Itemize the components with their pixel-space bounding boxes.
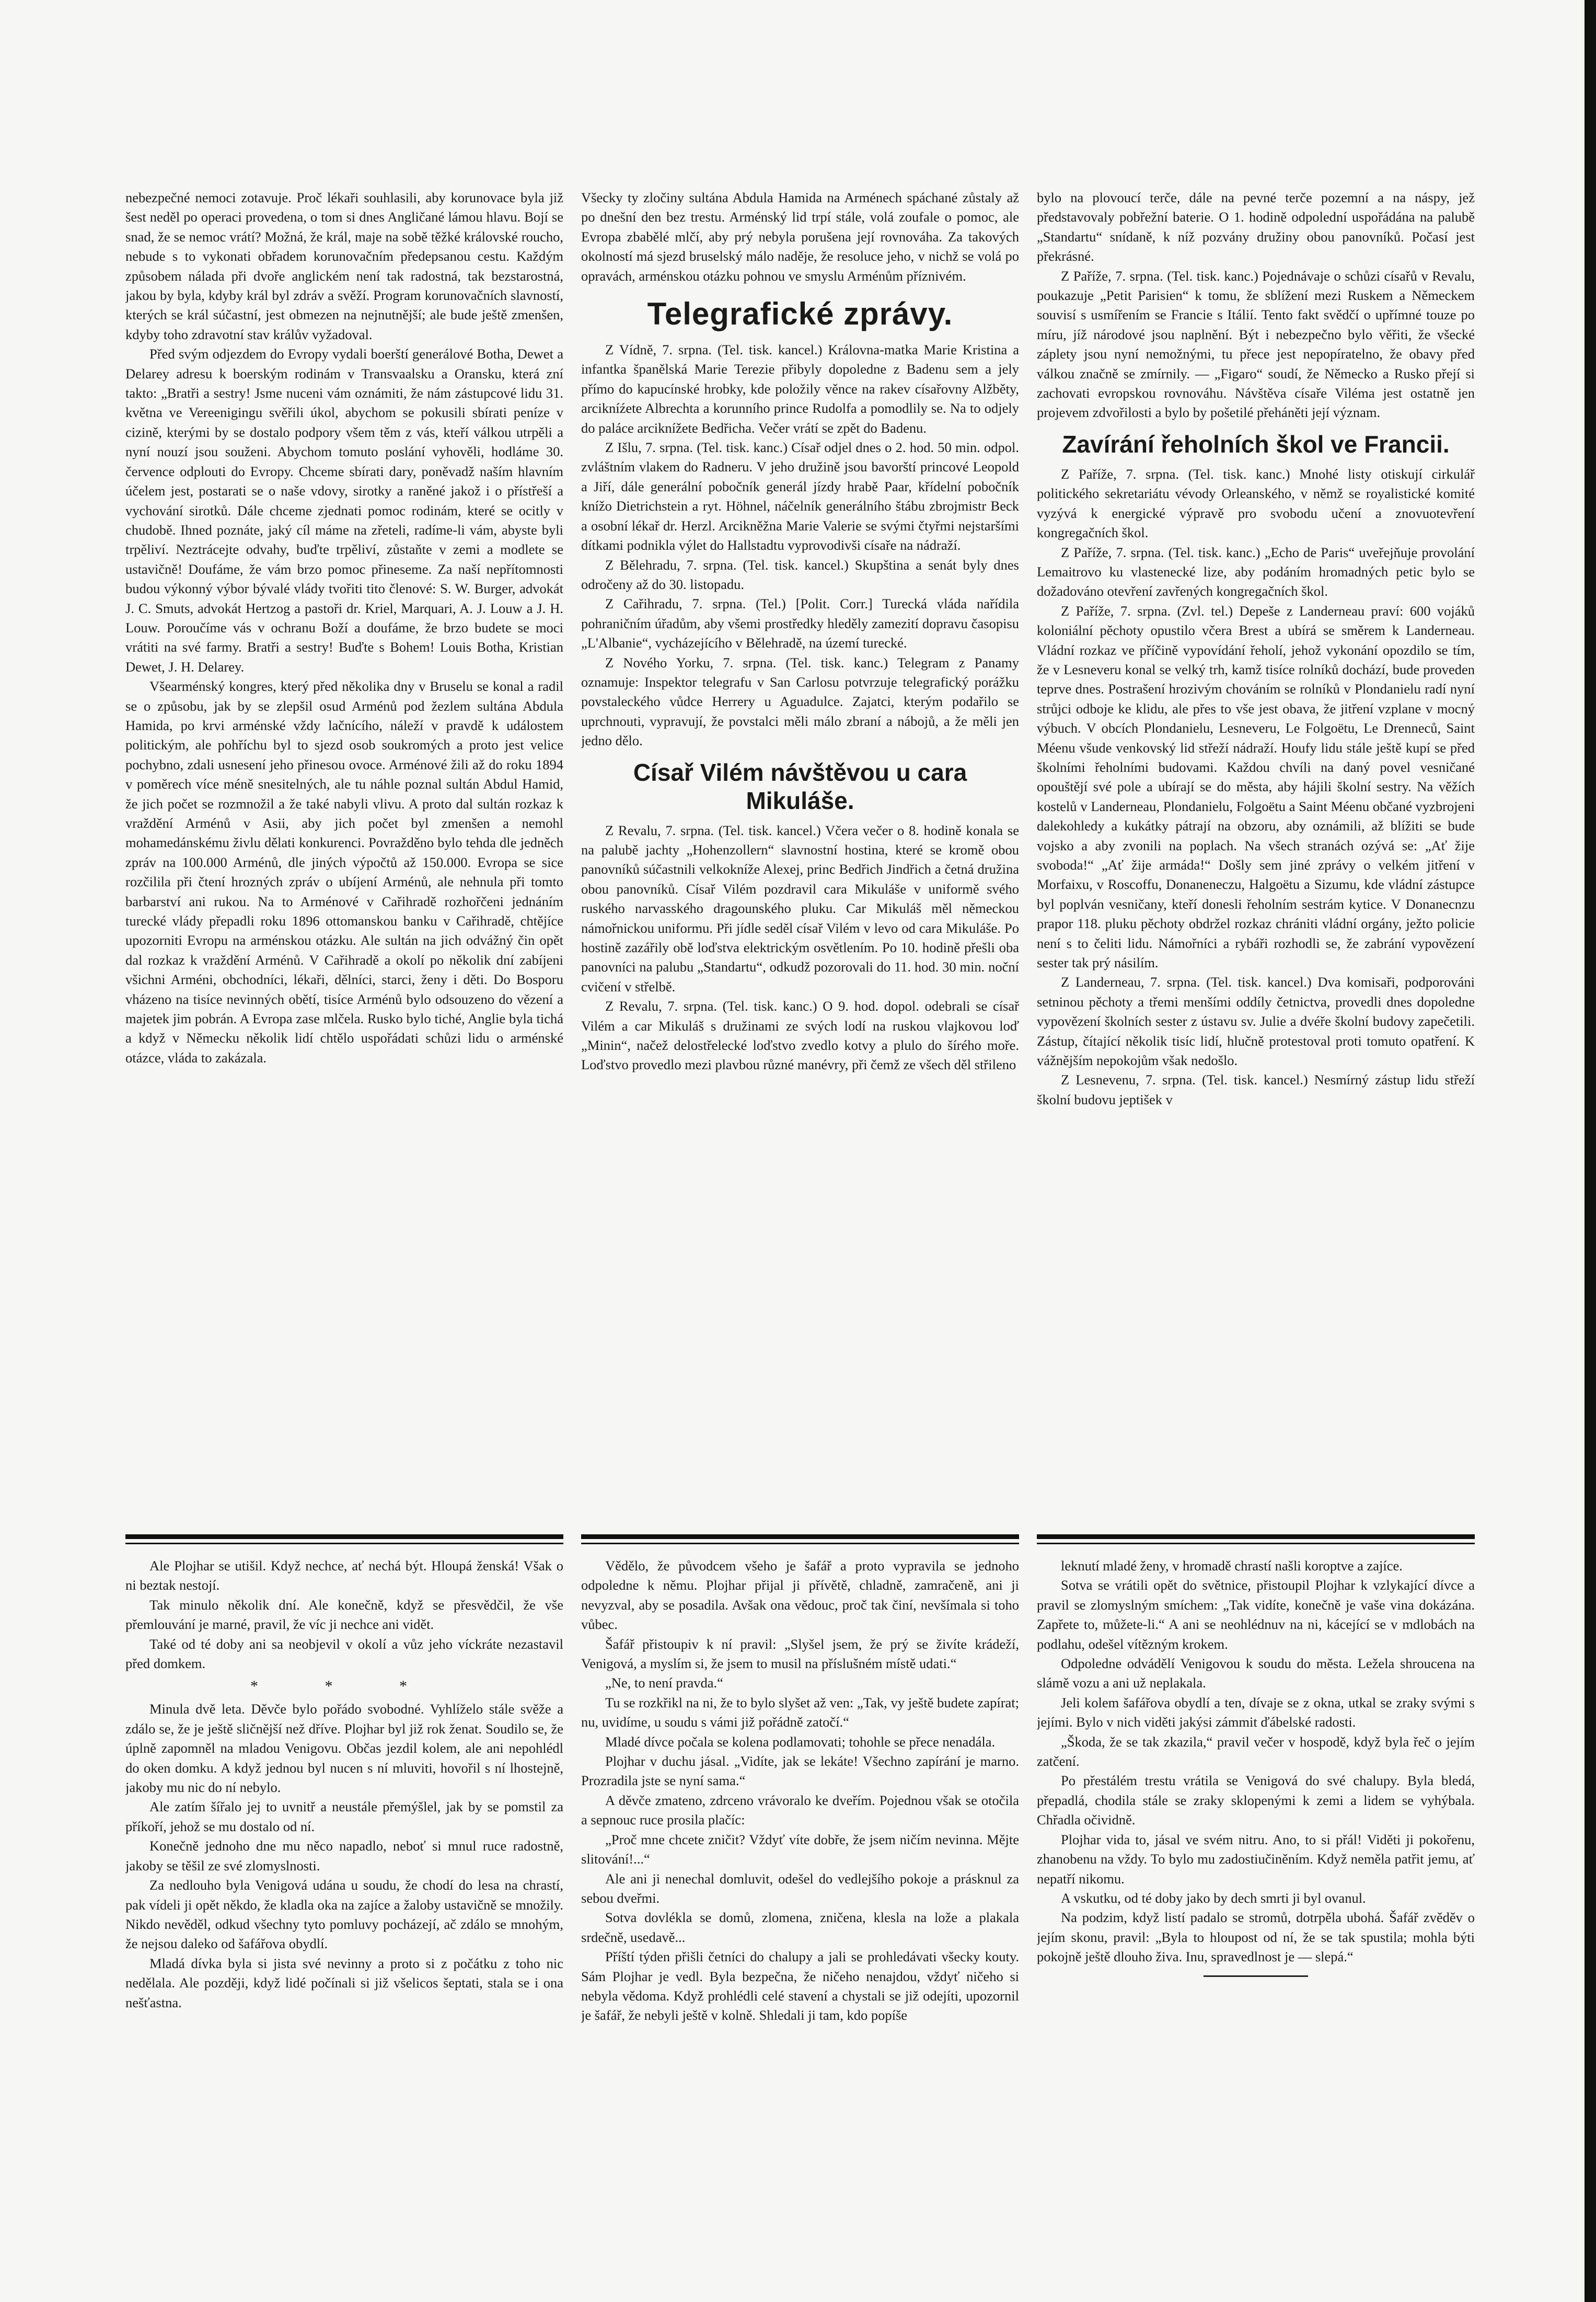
paragraph: Všecky ty zločiny sultána Abdula Hamida na Arménech spáchané zůstaly až po dnešní den bez trestu. Arménský lid trpí stále, volá zoufale o pomoc, ale Evropa zbabělé mlčí, aby prý nebyla porušena její rovnováha. Za takových okolností má sjezd bruselský málo naděje, že resoluce jeho, v nichž se volá po opravách, arménskou otázku pohnou ve smyslu Arménům příznivém. bbox=[581, 190, 1019, 284]
paragraph: bylo na plovoucí terče, dále na pevné terče pozemní a na náspy, jež představovaly pobřežní baterie. O 1. hodině odpolední uspořádána na palubě „Standartu“ snídaně, k níž pozvány družiny obou panovníků. Počasí jest překrásné. bbox=[1037, 190, 1475, 264]
paragraph: Na podzim, když listí padalo se stromů, dotrpěla ubohá. Šafář zvěděv o jejím skonu, pravil: „Byla to hloupost od ní, že se tak spustila; mohla býti pokojně ještě dlouho živa. Inu, spravedlnost je — slepá.“ bbox=[1037, 1910, 1475, 1965]
paragraph: Z Revalu, 7. srpna. (Tel. tisk. kanc.) O 9. hod. dopol. odebrali se císař Vilém a car Mikuláš s družinami ze svých lodí na ruskou vlajkovou loď „Minin“, načež delostřelecké loďstvo zvedlo kotvy a plulo do šírého moře. Loďstvo provedlo mezi plavbou různé manévry, při čemž ze všech děl střileno bbox=[581, 998, 1019, 1073]
paragraph: Plojhar v duchu jásal. „Vidíte, jak se lekáte! Všechno zapírání je marno. Prozradila jste se nyní sama.“ bbox=[581, 1753, 1019, 1789]
paragraph: Také od té doby ani sa neobjevil v okolí a vůz jeho víckráte nezastavil před domkem. bbox=[125, 1636, 563, 1672]
paragraph: Z Lesnevenu, 7. srpna. (Tel. tisk. kancel.) Nesmírný zástup lidu střeží školní budovu jeptišek v bbox=[1037, 1072, 1475, 1107]
paragraph: Mladé dívce počala se kolena podlamovati; tohohle se přece nenadála. bbox=[605, 1733, 996, 1750]
paragraph: Vědělo, že původcem všeho je šafář a proto vypravila se jednoho odpoledne k němu. Plojhar přijal ji přívětě, chladně, zamračeně, ani ji nevyzval, aby se posadila. Avšak ona vědouc, proč tak činí, nevšímala si toho vůbec. bbox=[581, 1558, 1019, 1633]
paragraph: Po přestálém trestu vrátila se Venigová do své chalupy. Byla bledá, přepadlá, chodila stále se zraky sklopenými k zemi a lidem se vyhýbala. Chřadla očividně. bbox=[1037, 1773, 1475, 1828]
paragraph: Před svým odjezdem do Evropy vydali boerští generálové Botha, Dewet a Delarey adresu k boerským rodinám v Transvaalsku a Oransku, která zní takto: „Bratři a sestry! Jsme nuceni vám oznámiti, že nám zástupcové lidu 31. května ve Vereenigingu svěřili úkol, abychom se pokusili sbírati peníze v cizině, kterými by se dostalo podpory všem těm z vás, kteří válkou utrpěli a nyní nouzí jsou souženi. Abychom tomuto poslání vyhověli, hodláme 30. července odplouti do Evropy. Chceme sbírati dary, poněvadž naším hlavním účelem jest, postarati se o naše vdovy, sirotky a raněné jakož i o přístřeší a vychování sirotků. Dále chceme zjednati pomoc rodinám, které se ocitly v chudobě. Ihned poznáte, jaký cíl máme na zřeteli, radíme-li vám, abyste byli trpěliví. Neztrácejte odvahy, buďte trpěliví, zůstaňte v zemi a modlete se ustavičně! Doufáme, že vám brzo pomoc přineseme. Za naší nepřítomnosti budou výkonný výbor bývalé vlády tvořiti tito členové: S. W. Burger, advokát J. C. Smuts, advokát Hertzog a pastoři dr. Kriel, Marquari, A. J. Louw a J. H. Louw. Poroučíme vás v ochranu Boží a doufáme, že brzo budete se moci vrátiti na své farmy. Bratři a sestry! Buďte s Bohem! Louis Botha, Kristian Dewet, J. H. Delarey. bbox=[125, 346, 563, 675]
paragraph: Tak minulo několik dní. Ale konečně, když se přesvědčil, že vše přemlouvání je marné, pravil, že víc ji nechce ani vidět. bbox=[125, 1597, 563, 1633]
paragraph: Sotva se vrátili opět do světnice, přistoupil Plojhar k vzlykající dívce a pravil se zlomyslným smíchem: „Tak vidíte, konečně je vaše vina dokázána. Zapřete to, můžete-li.“ A ani se neohlédnuv na ni, kácející se v mdlobách na podlahu, odešel vítězným krokem. bbox=[1037, 1577, 1475, 1652]
story-end-rule bbox=[1204, 1975, 1308, 1977]
article-heading-school-closures: Zavírání řeholních škol ve Francii. bbox=[1062, 430, 1450, 458]
paragraph: Z Paříže, 7. srpna. (Tel. tisk. kanc.) Mnohé listy otiskují cirkulář politického sekretariátu vévody Orleanského, v němž se royalistické komité vyzývá k energické výpravě pro svobodu učení a znovuotevření kongregačních škol. bbox=[1037, 466, 1475, 541]
section-heading-telegrams: Telegrafické zprávy. bbox=[647, 296, 953, 332]
paragraph: A děvče zmateno, zdrceno vrávoralo ke dveřím. Pojednou však se otočila a sepnouc ruce prosila plačíc: bbox=[581, 1792, 1019, 1828]
paragraph: Konečně jednoho dne mu něco napadlo, neboť si mnul ruce radostně, jakoby se těšil ze své zlomyslnosti. bbox=[125, 1838, 563, 1873]
paragraph: Z Paříže, 7. srpna. (Tel. tisk. kanc.) Pojednávaje o schůzi císařů v Revalu, poukazuje „Petit Parisien“ k tomu, že sblížení mezi Ruskem a Německem souvisí s usmířením se Francie s Itálií. Tento fakt svědčí o upřímné touze po míru, jíž národové jsou naplnění. Být i nebezpečno bylo věřiti, že všecké záplety jsou nyní nemožnými, tu přece jest nepopíratelno, že obavy před válkou značně se zmírnily. — „Figaro“ soudí, že Německo a Rusko přejí si zachovati evropskou rovnováhu. Návštěva císaře Viléma jest ostatně jen projevem zdvořilosti a bylo by pošetilé přeháněti její význam. bbox=[1037, 268, 1475, 421]
paragraph: Příští týden přišli četníci do chalupy a jali se prohledávati všecky kouty. Sám Plojhar je vedl. Byla bezpečna, že ničeho nenajdou, vždyť ničeho si nebyla vědoma. Když prohlédli celé stavení a chystali se již odejíti, upozornil je šafář, že nebyli ještě v kolně. Shledali ji tam, kdo popíše bbox=[581, 1949, 1019, 2023]
paragraph: Ale Plojhar se utišil. Když nechce, ať nechá být. Hloupá ženská! Však o ni beztak nestojí. bbox=[125, 1558, 563, 1593]
paragraph: Z Bělehradu, 7. srpna. (Tel. tisk. kancel.) Skupština a senát byly dnes odročeny až do 30. listopadu. bbox=[581, 557, 1019, 592]
paragraph: A vskutku, od té doby jako by dech smrti ji byl ovanul. bbox=[1061, 1890, 1366, 1906]
section-divider-left-thin bbox=[125, 1543, 563, 1544]
paragraph: Odpoledne odvádělí Venigovou k soudu do města. Ležela shroucena na slámě vozu a ani už neplakala. bbox=[1037, 1656, 1475, 1691]
paragraph: Z Landerneau, 7. srpna. (Tel. tisk. kancel.) Dva komisaři, podporováni setninou pěchoty a třemi menšími oddíly četnictva, provedli dnes dopoledne vypovězení školních sester z ústavu sv. Julie a dvéře školní budovy zapečetili. Zástup, čítající několik tisíc lidí, hlučně protestoval proti tomuto opatření. K vážnějším nepokojům však nedošlo. bbox=[1037, 974, 1475, 1069]
section-divider-middle bbox=[581, 1534, 1019, 1539]
paragraph: nebezpečné nemoci zotavuje. Proč lékaři souhlasili, aby korunovace byla již šest neděl po operaci provedena, o tom si dnes Angličané lámou hlavu. Bojí se snad, že se nemoc vrátí? Možná, že král, maje na sobě těžké královské roucho, nebude s to vykonati obřadem korunovačním předepsanou cestu. Každým způsobem nálada při dvoře anglickém není tak radostná, tak bezstarostná, jakou by byla, kdyby král byl zdráv a svěží. Program korunovačních slavností, kterých se král súčastní, jest obmezen na nejnutnější; ale bude ještě zmenšen, kdyby toho zdravotní stav králův vyžadoval. bbox=[125, 190, 563, 342]
paragraph: „Škoda, že se tak zkazila,“ pravil večer v hospodě, když byla řeč o jejím zatčení. bbox=[1037, 1733, 1475, 1769]
paragraph: Sotva dovlékla se domů, zlomena, zničena, klesla na lože a plakala srdečně, usedavě... bbox=[581, 1910, 1019, 1945]
section-divider-middle-thin bbox=[581, 1543, 1019, 1544]
paragraph: Minula dvě leta. Děvče bylo pořádo svobodné. Vyhlíželo stále svěže a zdálo se, že je ještě sličnější než dříve. Plojhar byl již rok ženat. Soudilo se, že úplně zapomněl na mladou Venigovu. Občas jezdil kolem, ale ani nepohlédl do oken domku. A když jednou byl nucen s ní mluviti, hovořil s ní lhostejně, jakoby mu nic do ní nebylo. bbox=[125, 1701, 563, 1796]
paragraph: Mladá dívka byla si jista své nevinny a proto si z počátku z toho nic nedělala. Ale později, když lidé počínali si již všelicos šeptati, stala se i ona nešťastna. bbox=[125, 1955, 563, 2010]
section-divider-left bbox=[125, 1534, 563, 1539]
paragraph: „Proč mne chcete zničit? Vždyť víte dobře, že jsem ničím nevinna. Mějte slitování!...“ bbox=[581, 1831, 1019, 1867]
paragraph: Z Paříže, 7. srpna. (Zvl. tel.) Depeše z Landerneau praví: 600 vojáků koloniální pěchoty opustilo včera Brest a ubírá se směrem k Landerneau. Vládní rozkaz ve příčině vypovídání řeholí, jehož vykonání opozdilo se tím, že v Lesneveru konal se velký trh, kamž tisíce rolníků dochází, bude proveden teprve dnes. Postrašení hrozivým chováním se rolníků v Plondanielu radí nyní strůjci odboje ke klidu, ale přes to vše jest obava, že jitření vzplane v mocný výbuch. V obcích Plondanielu, Lesneveru, Le Folgoëtu, Le Drenneců, Saint Méenu všude venkovský lid střeží nádraží. Houfy lidu stále ještě kupí se před školními řeholními budovami. Každou chvíli na daný povel vesničané opouštějí své pole a ubírají se do města, aby hájili školní sestry. Na věžích kostelů v Landerneau, Plondanielu, Folgoëtu a Saint Méenu občané vyzbrojeni dalekohledy a kukátky pátrají na obzoru, aby oznámili, až blížiti se bude vojsko a aby zvonili na poplach. Na všech stranách ozývá se: „Ať žije svoboda!“ „Ať žije armáda!“ Došly sem jiné zprávy o velkém jitření v Morfaixu, v Roscoffu, Donaneneczu, Halgoëtu a Sizumu, kde vládní zástupce byl poplván vesničany, kteří donesli řeholním sestrám kytice. V Donanecnzu prapor 118. pluku pěchoty obdržel rozkaz chrániti vládní orgány, ježto policie není s to čeliti lidu. Námořníci a rybáři rozhodli se, že zabrání vypovězení sester tak prý násilím. bbox=[1037, 603, 1475, 971]
paragraph: Ale ani ji nenechal domluvit, odešel do vedlejšího pokoje a prásknul za sebou dveřmi. bbox=[581, 1870, 1019, 1906]
paragraph: Šafář přistoupiv k ní pravil: „Slyšel jsem, že prý se živíte krádeží, Venigová, a myslím si, že jsem to musil na příslušném místě udati.“ bbox=[581, 1636, 1019, 1672]
column-bottom-left bbox=[125, 1556, 563, 2210]
column-top-middle bbox=[581, 188, 1019, 1526]
column-top-left bbox=[125, 188, 563, 1510]
paragraph: Z Revalu, 7. srpna. (Tel. tisk. kancel.) Včera večer o 8. hodině konala se na palubě jachty „Hohenzollern“ slavnostní hostina, které se kromě obou panovníků súčastnili velkokníže Alexej, princ Bedřich Jindřich a četná družina obou panovníků. Císař Vilém pozdravil cara Mikuláše v uniformě svého ruského narvasského dragounského pluku. Car Mikuláš měl německou námořnickou uniformu. Při jídle seděl císař Vilém v levo od cara Mikuláše. Po hostině zazářily obě loďstva elektrickým osvětlením. Po 10. hodině přešli oba panovníci na palubu „Standartu“, odkudž pozorovali do 11. hod. 30 min. noční cvičení v střelbě. bbox=[581, 822, 1019, 994]
paragraph: Ale zatím šířalo jej to uvnitř a neustále přemýšlel, jak by se pomstil za příkoří, jehož se mu dostalo od ní. bbox=[125, 1799, 563, 1834]
paragraph: Z Nového Yorku, 7. srpna. (Tel. tisk. kanc.) Telegram z Panamy oznamuje: Inspektor telegrafu v San Carlosu potvrzuje telegrafický porážku povstaleckého vůdce Herrery u Aguadulce. Zajatci, kterým podařilo se uprchnouti, vypravují, že povstalci měli málo zbraní a nábojů, a že měli jen jedno dělo. bbox=[581, 654, 1019, 749]
scan-edge bbox=[1585, 0, 1596, 2302]
paragraph: Z Vídně, 7. srpna. (Tel. tisk. kancel.) Královna-matka Marie Kristina a infantka španělská Marie Terezie přibyly dopoledne z Badenu sem a jely přímo do kapucínské hrobky, kde položily věnce na rakev císařovny Alžběty, arcikníźete Albrechta a korunního prince Rudolfa a pomodlily se. Na to odjely do paláce arciknížete Bedřicha. Večer vrátí se zpět do Badenu. bbox=[581, 342, 1019, 436]
paragraph: „Ne, to není pravda.“ bbox=[605, 1675, 723, 1691]
paragraph: leknutí mladé ženy, v hromadě chrastí našli koroptve a zajíce. bbox=[1061, 1558, 1403, 1574]
column-bottom-right bbox=[1037, 1556, 1475, 2210]
column-bottom-middle bbox=[581, 1556, 1019, 2210]
column-top-right bbox=[1037, 188, 1475, 1526]
paragraph: Jeli kolem šafářova obydlí a ten, dívaje se z okna, utkal se zraky svými s jejími. Bylo v nich viděti jakýsi zámmit ďábelské radosti. bbox=[1037, 1694, 1475, 1730]
paragraph: Plojhar vida to, jásal ve svém nitru. Ano, to si přál! Viděti ji pokořenu, zhanobenu na vždy. To bylo mu zadostiučiněním. Když neměla patřit jemu, ať nepatří nikomu. bbox=[1037, 1831, 1475, 1887]
paragraph: Z Paříže, 7. srpna. (Tel. tisk. kanc.) „Echo de Paris“ uveřejňuje provolání Lemaitrovo ku vlastenecké lize, aby podáním hromadných petic bylo se dožadováno otevření zavřených kongregačních škol. bbox=[1037, 544, 1475, 599]
section-divider-right-thin bbox=[1037, 1543, 1475, 1544]
section-divider-right bbox=[1037, 1534, 1475, 1539]
paragraph: Všearménský kongres, který před několika dny v Bruselu se konal a radil se o způsobu, jak by se zlepšil osud Arménů pod žezlem sultána Abdula Hamida, po krvi arménské vždy lačnícího, náleží v pravdě k událostem politickým, ale pohříchu byl to sjezd osob soukromých a proto jest velice pochybno, zdali usnesení jeho přinesou ovoce. Arménové žili až do roku 1894 v poměrech více méně snesitelných, ale tu náhle poznal sultán Abdul Hamid, že jich počet se rozmnožil a že také nabyli vlivu. A proto dal sultán rozkaz k vraždění Arménů v Asii, aby jich počet byl zmenšen a nemohl mohamedánskému živlu dělati konkurenci. Povražděno bylo tehda dle jedněch zpráv na 100.000 Arménů, dle jiných výpočtů až 150.000. Evropa se sice rozčilila při čtení hrozných zpráv o ubíjení Arménů, ale nehnula při tomto barbarství ani rukou. Na to Arménové v Cařihradě rozhořčeni jednáním turecké vlády přepadli roku 1896 ottomanskou banku v Cařihradě, chtějíce upozorniti Evropu na arménskou otázku. Ale sultán na jich odvážný čin opět dal rozkaz k vraždění Arménů. V Cařihradě a okolí po několik dní zabíjeni všichni Arméni, obchodníci, lékaři, dělníci, starci, ženy i děti. Do Bosporu vházeno na tisíce nevinných obětí, tisíce Arménů bylo odsouzeno do vězení a majetek jim pobrán. A Evropa zase mlčela. Rusko bylo tiché, Anglie byla tichá a když v Německu několik lidí chtělo uspořádati schůzi lidu o arménské otázce, vláda to zakázala. bbox=[125, 678, 563, 1066]
paragraph: Z Cařihradu, 7. srpna. (Tel.) [Polit. Corr.] Turecká vláda nařídila pohraničním úřadům, aby všemi prostředky hleděly zamezití dopravu časopisu „L'Albanie“, vycházejícího v Bělehradě, na území turecké. bbox=[581, 596, 1019, 651]
article-heading-emperor-visit: Císař Vilém návštěvou u cara Mikuláše. bbox=[633, 758, 967, 814]
paragraph: Za nedlouho byla Venigová udána u soudu, že chodí do lesa na chrastí, pak vídeli ji opět někdo, že kladla oka na zajíce a žaloby ustavičně se množily. Nikdo nevěděl, odkud všechny tyto pomluvy pocházejí, ač zdálo se mnohým, že nejsou daleko od šafářova obydlí. bbox=[125, 1877, 563, 1952]
paragraph: Z Išlu, 7. srpna. (Tel. tisk. kanc.) Císař odjel dnes o 2. hod. 50 min. odpol. zvláštním vlakem do Radneru. V jeho družině jsou bavorští princové Leopold a Jiří, dále generální pobočník generál jízdy hrabě Paar, křídelní pobočník knížo Dietrichstein a ryt. Höhnel, náčelník generálního štábu zbrojmistr Beck a osobní lékař dr. Herzl. Arcikněžna Marie Valerie se svými čtyřmi nejstaršími dítkami podnikla výlet do Hallstadtu vyprovodivši císaře na nádraží. bbox=[581, 439, 1019, 553]
paragraph: Tu se rozkřikl na ni, že to bylo slyšet až ven: „Tak, vy ještě budete zapírat; nu, uvidíme, u soudu s vámi již pořádně zatočí.“ bbox=[581, 1694, 1019, 1730]
section-break-stars: * * * bbox=[250, 1678, 438, 1695]
